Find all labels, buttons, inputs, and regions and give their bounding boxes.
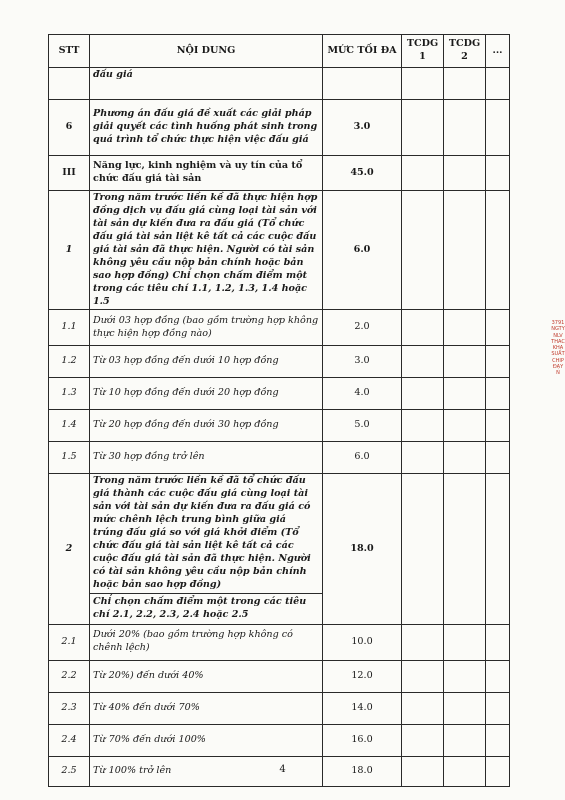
col-muc-toi-da-header: MỨC TỐI ĐA — [323, 35, 402, 68]
row-more — [486, 624, 510, 660]
col-noi-dung-header: NỘI DUNG — [90, 35, 323, 68]
row-tcdg1 — [402, 378, 444, 410]
row-content: Từ 40% đến dưới 70% — [90, 692, 323, 724]
row-max: 2.0 — [323, 310, 402, 346]
row-tcdg1 — [402, 346, 444, 378]
row-max: 3.0 — [323, 100, 402, 156]
row-stt: 2.1 — [49, 624, 90, 660]
row-more — [486, 68, 510, 100]
row-tcdg1 — [402, 624, 444, 660]
row-more — [486, 692, 510, 724]
row-content: Từ 70% đến dưới 100% — [90, 724, 323, 756]
row-tcdg2 — [444, 100, 486, 156]
row-max: 5.0 — [323, 410, 402, 442]
table-row — [49, 191, 510, 310]
row-more — [486, 660, 510, 692]
row-more — [486, 442, 510, 474]
table-row — [49, 68, 510, 100]
table-row — [49, 660, 510, 692]
row-tcdg2 — [444, 191, 486, 310]
row-tcdg1 — [402, 310, 444, 346]
row-more — [486, 346, 510, 378]
row-max: 6.0 — [323, 191, 402, 310]
row-more — [486, 191, 510, 310]
row-stt: 1.3 — [49, 378, 90, 410]
row-max: 18.0 — [323, 756, 402, 786]
row-tcdg2 — [444, 346, 486, 378]
row-more — [486, 724, 510, 756]
page-number: 4 — [279, 764, 286, 775]
row-more — [486, 474, 510, 624]
row-content: Từ 03 hợp đồng đến dưới 10 hợp đồng — [90, 346, 323, 378]
row-stt: 2.4 — [49, 724, 90, 756]
row-max: 4.0 — [323, 378, 402, 410]
row-tcdg1 — [402, 442, 444, 474]
row-content: Dưới 20% (bao gồm trường hợp không có chênh lệch) — [90, 624, 323, 660]
row-stt: 1.4 — [49, 410, 90, 442]
table-row — [49, 624, 510, 660]
table-row — [49, 692, 510, 724]
row-tcdg2 — [444, 692, 486, 724]
row-stt: 2.2 — [49, 660, 90, 692]
row-stt: 2.3 — [49, 692, 90, 724]
table-row — [49, 474, 510, 593]
row-content: Dưới 03 hợp đồng (bao gồm trường hợp không thực hiện hợp đồng nào) — [90, 310, 323, 346]
row-max: 18.0 — [323, 474, 402, 624]
row-tcdg1 — [402, 100, 444, 156]
col-tcdg2-header: TCDG 2 — [444, 35, 486, 68]
row-stt: III — [49, 156, 90, 191]
row-content: Từ 100% trở lên — [90, 756, 323, 786]
row-more — [486, 156, 510, 191]
row-more — [486, 310, 510, 346]
row-tcdg2 — [444, 156, 486, 191]
row-tcdg1 — [402, 474, 444, 624]
table-row — [49, 310, 510, 346]
table-row — [49, 346, 510, 378]
row-content: Trong năm trước liền kề đã thực hiện hợp đồng dịch vụ đấu giá cùng loại tài sản với tài sản dự kiến đưa ra đấu giá (Tổ chức đấu giá tài sản liệt kê tất cả các cuộc đấu giá tài sản đã thực hiện. Người có tài sản không yêu cầu nộp bản chính hoặc bản sao hợp đồng) Chỉ chọn chấm điểm một trong các tiêu chí 1.1, 1.2, 1.3, 1.4 hoặc 1.5 — [90, 191, 323, 310]
col-more-header: ... — [486, 35, 510, 68]
row-tcdg1 — [402, 724, 444, 756]
row-content: Từ 20%) đến dưới 40% — [90, 660, 323, 692]
row-tcdg1 — [402, 410, 444, 442]
row-max: 3.0 — [323, 346, 402, 378]
row-tcdg1 — [402, 692, 444, 724]
row-stt: 1.5 — [49, 442, 90, 474]
row-content: đấu giá — [90, 68, 323, 100]
row-max: 10.0 — [323, 624, 402, 660]
table-row — [49, 442, 510, 474]
row-tcdg2 — [444, 68, 486, 100]
row-tcdg2 — [444, 310, 486, 346]
row-stt: 1.2 — [49, 346, 90, 378]
row-tcdg2 — [444, 410, 486, 442]
row-tcdg1 — [402, 156, 444, 191]
row-stt — [49, 68, 90, 100]
row-more — [486, 410, 510, 442]
row-content: Từ 20 hợp đồng đến dưới 30 hợp đồng — [90, 410, 323, 442]
row-more — [486, 378, 510, 410]
row-stt: 1 — [49, 191, 90, 310]
stamp-fragment: 3791 NGTY NLV THAC KHA SUẤT CHIP ĐẠY N — [551, 320, 565, 376]
table-header-row — [49, 35, 510, 68]
row-stt: 2 — [49, 474, 90, 624]
row-tcdg2 — [444, 624, 486, 660]
row-tcdg1 — [402, 68, 444, 100]
row-tcdg2 — [444, 474, 486, 624]
row-tcdg2 — [444, 724, 486, 756]
row-subcontent: Chỉ chọn chấm điểm một trong các tiêu chí 2.1, 2.2, 2.3, 2.4 hoặc 2.5 — [90, 593, 323, 624]
row-tcdg2 — [444, 442, 486, 474]
row-content: Trong năm trước liền kề đã tổ chức đấu giá thành các cuộc đấu giá cùng loại tài sản với tài sản dự kiến đưa ra đấu giá có mức chênh lệch trung bình giữa giá trúng đấu giá so với giá khởi điểm (Tổ chức đấu giá tài sản liệt kê tất cả các cuộc đấu giá tài sản đã thực hiện. Người có tài sản không yêu cầu nộp bản chính hoặc bản sao hợp đồng) — [90, 474, 323, 593]
row-content: Từ 30 hợp đồng trở lên — [90, 442, 323, 474]
row-tcdg1 — [402, 660, 444, 692]
table-row — [49, 724, 510, 756]
row-max: 6.0 — [323, 442, 402, 474]
row-max: 16.0 — [323, 724, 402, 756]
table-row — [49, 410, 510, 442]
row-stt: 2.5 — [49, 756, 90, 786]
row-max — [323, 68, 402, 100]
row-content: Phương án đấu giá đề xuất các giải pháp giải quyết các tình huống phát sinh trong quá trình tổ chức thực hiện việc đấu giá — [90, 100, 323, 156]
row-tcdg2 — [444, 378, 486, 410]
row-max: 12.0 — [323, 660, 402, 692]
row-max: 45.0 — [323, 156, 402, 191]
row-tcdg2 — [444, 660, 486, 692]
row-content: Từ 10 hợp đồng đến dưới 20 hợp đồng — [90, 378, 323, 410]
row-tcdg1 — [402, 191, 444, 310]
row-content: Năng lực, kinh nghiệm và uy tín của tổ chức đấu giá tài sản — [90, 156, 323, 191]
row-stt: 6 — [49, 100, 90, 156]
col-tcdg1-header: TCDG 1 — [402, 35, 444, 68]
table-row — [49, 100, 510, 156]
row-stt: 1.1 — [49, 310, 90, 346]
criteria-table — [48, 34, 510, 787]
col-stt-header: STT — [49, 35, 90, 68]
table-row — [49, 378, 510, 410]
row-more — [486, 100, 510, 156]
row-max: 14.0 — [323, 692, 402, 724]
table-row — [49, 156, 510, 191]
